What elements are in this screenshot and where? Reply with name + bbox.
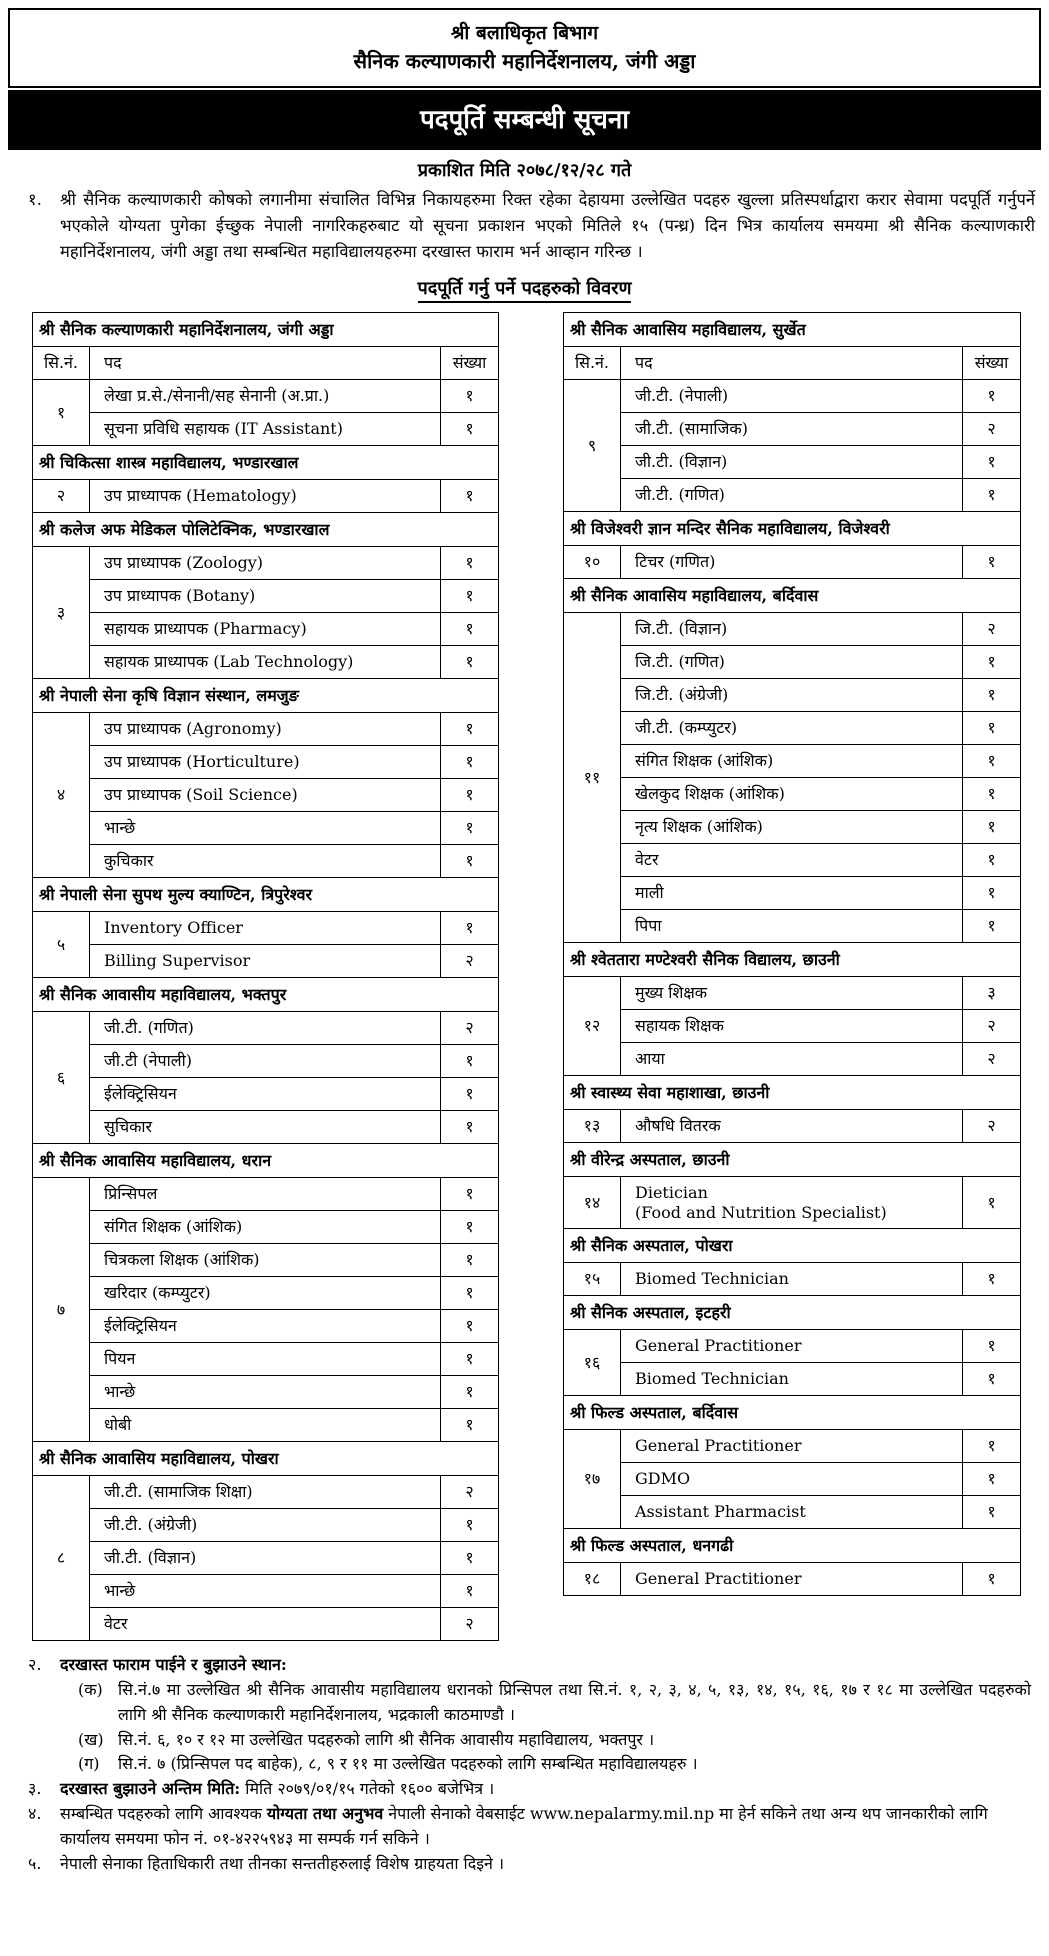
- post-name: जी.टी. (विज्ञान): [90, 1542, 441, 1575]
- table-row: [564, 977, 1021, 1010]
- post-name: उप प्राध्यापक (Horticulture): [90, 746, 441, 779]
- post-name: Biomed Technician: [621, 1363, 963, 1396]
- item-heading: दरखास्त फाराम पाईने र बुझाउने स्थान:: [60, 1655, 287, 1675]
- table-row: [33, 812, 499, 845]
- table-row: [33, 1509, 499, 1542]
- table-row: [33, 1211, 499, 1244]
- table-row: [564, 1430, 1021, 1463]
- published-date: प्रकाशित मिति २०७८/१२/२८ गते: [417, 160, 632, 181]
- table-row: [564, 1177, 1021, 1229]
- table-row: [564, 1463, 1021, 1496]
- section-row: [33, 878, 499, 912]
- table-row: [33, 1111, 499, 1144]
- post-name: उप प्राध्यापक (Agronomy): [90, 713, 441, 746]
- table-row: [564, 1010, 1021, 1043]
- post-count: १: [441, 1078, 499, 1111]
- post-name: कुचिकार: [90, 845, 441, 878]
- post-name: भान्छे: [90, 1575, 441, 1608]
- post-name: चित्रकला शिक्षक (आंशिक): [90, 1244, 441, 1277]
- post-name: जि.टी. (गणित): [621, 646, 963, 679]
- section-row: [33, 513, 499, 547]
- section-title: श्री फिल्ड अस्पताल, बर्दिवास: [564, 1396, 1021, 1430]
- left-vacancy-table: [32, 312, 499, 1641]
- item-heading: दरखास्त बुझाउने अन्तिम मिति:: [60, 1779, 241, 1799]
- section-row: [564, 1143, 1021, 1177]
- post-name: नृत्य शिक्षक (आंशिक): [621, 811, 963, 844]
- table-row: [564, 479, 1021, 512]
- post-count: २: [441, 1608, 499, 1641]
- post-count: २: [963, 613, 1021, 646]
- intro-paragraph: [8, 187, 1041, 266]
- serial-number: ११: [564, 613, 621, 943]
- col-header-sn: सि.नं.: [33, 347, 90, 380]
- table-row: [33, 480, 499, 513]
- post-name: जी.टी. (विज्ञान): [621, 446, 963, 479]
- footer-item: [8, 1852, 1041, 1877]
- sub-item-text: सि.नं.७ मा उल्लेखित श्री सैनिक आवासीय महाविद्यालय धरानको प्रिन्सिपल तथा सि.नं. १, २, ३, ४, ५, १३, १४, १५, १६, १७ र १८ मा उल्लेखित पदहरुको लागि श्री सैनिक कल्याणकारी महानिर्देशनालय, भद्रकाली काठमाण्डौ ।: [118, 1679, 1031, 1724]
- table-title: पदपूर्ति गर्नु पर्ने पदहरुको विवरण: [418, 278, 632, 303]
- table-row: [33, 1078, 499, 1111]
- section-title: श्री सैनिक आवासिय महाविद्यालय, धरान: [33, 1144, 499, 1178]
- post-count: १: [963, 546, 1021, 579]
- table-row: [33, 1376, 499, 1409]
- post-count: १: [441, 613, 499, 646]
- table-row: [33, 779, 499, 812]
- post-count: १: [963, 1263, 1021, 1296]
- table-row: [564, 1363, 1021, 1396]
- post-name: पिपा: [621, 910, 963, 943]
- header-row: [564, 347, 1021, 380]
- table-row: [33, 945, 499, 978]
- serial-number: १: [33, 380, 90, 446]
- post-count: १: [963, 1563, 1021, 1596]
- post-count: १: [441, 812, 499, 845]
- post-name: वेटर: [621, 844, 963, 877]
- item-number: ३.: [28, 1779, 42, 1799]
- post-count: १: [441, 1542, 499, 1575]
- section-row: [564, 943, 1021, 977]
- post-name: पियन: [90, 1343, 441, 1376]
- post-name: वेटर: [90, 1608, 441, 1641]
- table-row: [33, 1476, 499, 1509]
- post-name: धोबी: [90, 1409, 441, 1442]
- post-name: लेखा प्र.से./सेनानी/सह सेनानी (अ.प्रा.): [90, 380, 441, 413]
- post-count: १: [441, 547, 499, 580]
- table-row: [33, 845, 499, 878]
- post-name: उप प्राध्यापक (Botany): [90, 580, 441, 613]
- col-header-qty: संख्या: [963, 347, 1021, 380]
- table-row: [564, 1043, 1021, 1076]
- post-count: १: [963, 380, 1021, 413]
- section-title: श्री विजेश्वरी ज्ञान मन्दिर सैनिक महाविद्यालय, विजेश्वरी: [564, 512, 1021, 546]
- table-row: [564, 446, 1021, 479]
- post-count: १: [441, 1575, 499, 1608]
- table-row: [564, 1496, 1021, 1529]
- serial-number: १८: [564, 1563, 621, 1596]
- table-row: [33, 580, 499, 613]
- table-row: [564, 844, 1021, 877]
- post-name: Assistant Pharmacist: [621, 1496, 963, 1529]
- post-name: जी.टी. (कम्प्युटर): [621, 712, 963, 745]
- directorate-name: सैनिक कल्याणकारी महानिर्देशनालय, जंगी अड्डा: [353, 49, 696, 74]
- post-name: जी.टी. (गणित): [621, 479, 963, 512]
- post-name: संगित शिक्षक (आंशिक): [621, 745, 963, 778]
- post-name: माली: [621, 877, 963, 910]
- table-row: [33, 1608, 499, 1641]
- table-row: [564, 546, 1021, 579]
- section-row: [33, 446, 499, 480]
- serial-number: ४: [33, 713, 90, 878]
- header-box: [8, 8, 1041, 88]
- sub-item-text: सि.नं. ६, १० र १२ मा उल्लेखित पदहरुको लागि श्री सैनिक आवासीय महाविद्यालय, भक्तपुर ।: [118, 1729, 655, 1749]
- left-column: [32, 312, 499, 1641]
- table-row: [564, 877, 1021, 910]
- post-name: टिचर (गणित): [621, 546, 963, 579]
- section-row: [564, 1396, 1021, 1430]
- table-row: [564, 1263, 1021, 1296]
- serial-number: १६: [564, 1330, 621, 1396]
- col-header-post: पद: [90, 347, 441, 380]
- post-count: १: [441, 646, 499, 679]
- header-row: [33, 347, 499, 380]
- intro-number: १.: [28, 189, 42, 209]
- post-count: २: [441, 945, 499, 978]
- post-count: २: [441, 1012, 499, 1045]
- serial-number: ३: [33, 547, 90, 679]
- post-count: १: [963, 1496, 1021, 1529]
- post-name: सुचिकार: [90, 1111, 441, 1144]
- post-name: भान्छे: [90, 1376, 441, 1409]
- section-title: श्री कलेज अफ मेडिकल पोलिटेक्निक, भण्डारखाल: [33, 513, 499, 547]
- sub-item-label: (ख): [78, 1729, 104, 1749]
- post-count: १: [441, 713, 499, 746]
- post-name: उप प्राध्यापक (Hematology): [90, 480, 441, 513]
- post-name: Billing Supervisor: [90, 945, 441, 978]
- post-name: सूचना प्रविधि सहायक (IT Assistant): [90, 413, 441, 446]
- post-count: २: [441, 1476, 499, 1509]
- post-name: भान्छे: [90, 812, 441, 845]
- col-header-post: पद: [621, 347, 963, 380]
- post-name: सहायक शिक्षक: [621, 1010, 963, 1043]
- section-title: श्री वीरेन्द्र अस्पताल, छाउनी: [564, 1143, 1021, 1177]
- serial-number: १०: [564, 546, 621, 579]
- post-count: १: [441, 1509, 499, 1542]
- post-name: General Practitioner: [621, 1563, 963, 1596]
- table-row: [33, 380, 499, 413]
- sub-item-label: (ग): [78, 1754, 100, 1774]
- footer-item: [8, 1777, 1041, 1802]
- post-count: १: [963, 646, 1021, 679]
- post-name: प्रिन्सिपल: [90, 1178, 441, 1211]
- notice-footer: [8, 1653, 1041, 1876]
- post-name: General Practitioner: [621, 1430, 963, 1463]
- post-name: उप प्राध्यापक (Zoology): [90, 547, 441, 580]
- section-title: श्री चिकित्सा शास्त्र महाविद्यालय, भण्डारखाल: [33, 446, 499, 480]
- post-name: आया: [621, 1043, 963, 1076]
- right-column: [563, 312, 1021, 1641]
- table-row: [564, 1563, 1021, 1596]
- section-row: [564, 313, 1021, 347]
- post-name: ईलेक्ट्रिसियन: [90, 1078, 441, 1111]
- serial-number: ७: [33, 1178, 90, 1442]
- post-count: १: [441, 1310, 499, 1343]
- table-row: [33, 1045, 499, 1078]
- item-number: ४.: [28, 1803, 42, 1823]
- section-title: श्री सैनिक अस्पताल, इटहरी: [564, 1296, 1021, 1330]
- post-name: मुख्य शिक्षक: [621, 977, 963, 1010]
- post-name-line1: Dietician: [635, 1182, 708, 1202]
- item-number: ५.: [28, 1853, 42, 1873]
- section-row: [564, 1296, 1021, 1330]
- post-name: ईलेक्ट्रिसियन: [90, 1310, 441, 1343]
- section-title: श्री सैनिक आवासिय महाविद्यालय, पोखरा: [33, 1442, 499, 1476]
- section-title: श्री नेपाली सेना सुपथ मुल्य क्याण्टिन, त्रिपुरेश्वर: [33, 878, 499, 912]
- sub-item: [8, 1678, 1041, 1728]
- post-count: १: [441, 1277, 499, 1310]
- serial-number: ८: [33, 1476, 90, 1641]
- item-number: २.: [28, 1655, 42, 1675]
- post-name: जी.टी. (अंग्रेजी): [90, 1509, 441, 1542]
- table-row: [33, 547, 499, 580]
- post-count: १: [441, 380, 499, 413]
- post-count: १: [963, 1330, 1021, 1363]
- post-count: १: [441, 1244, 499, 1277]
- footer-item: [8, 1802, 1041, 1852]
- table-row: [564, 679, 1021, 712]
- post-name: खरिदार (कम्प्युटर): [90, 1277, 441, 1310]
- post-count: १: [963, 910, 1021, 943]
- table-row: [33, 1343, 499, 1376]
- post-name: General Practitioner: [621, 1330, 963, 1363]
- table-heading: [8, 278, 1041, 301]
- post-count: १: [963, 1177, 1021, 1229]
- sub-item: [8, 1752, 1041, 1777]
- post-name: जी.टी. (सामाजिक): [621, 413, 963, 446]
- post-count: १: [441, 1045, 499, 1078]
- post-name: खेलकुद शिक्षक (आंशिक): [621, 778, 963, 811]
- table-row: [564, 646, 1021, 679]
- table-row: [33, 746, 499, 779]
- post-count: १: [441, 1211, 499, 1244]
- section-title: श्री सैनिक आवासिय महाविद्यालय, बर्दिवास: [564, 579, 1021, 613]
- serial-number: १३: [564, 1110, 621, 1143]
- table-row: [564, 811, 1021, 844]
- table-row: [564, 613, 1021, 646]
- table-row: [33, 1277, 499, 1310]
- post-count: १: [963, 479, 1021, 512]
- section-row: [564, 579, 1021, 613]
- section-row: [33, 1442, 499, 1476]
- table-row: [33, 1575, 499, 1608]
- post-name: GDMO: [621, 1463, 963, 1496]
- section-row: [564, 1229, 1021, 1263]
- post-count: १: [441, 413, 499, 446]
- intro-text: श्री सैनिक कल्याणकारी कोषको लगानीमा संचालित विभिन्न निकायहरुमा रिक्त रहेका देहायमा उल्लेखित पदहरु खुल्ला प्रतिस्पर्धाद्वारा करार सेवामा पदपूर्ति गर्नुपर्ने भएकोले योग्यता पुगेका ईच्छुक नेपाली नागरिकहरुबाट यो सूचना प्रकाशन भएको मितिले १५ (पन्ध्र) दिन भित्र कार्यालय समयमा श्री सैनिक कल्याणकारी महानिर्देशनालय, जंगी अड्डा तथा सम्बन्धित महाविद्यालयहरुमा दरखास्त फाराम भर्न आव्हान गरिन्छ ।: [60, 189, 1035, 262]
- section-row: [33, 679, 499, 713]
- post-count: १: [963, 844, 1021, 877]
- post-count: १: [963, 745, 1021, 778]
- post-count: १: [963, 1430, 1021, 1463]
- post-count: १: [441, 480, 499, 513]
- post-name: सहायक प्राध्यापक (Lab Technology): [90, 646, 441, 679]
- post-name: जी.टी. (सामाजिक शिक्षा): [90, 1476, 441, 1509]
- section-title: श्री सैनिक आवासीय महाविद्यालय, भक्तपुर: [33, 978, 499, 1012]
- table-row: [33, 1409, 499, 1442]
- table-row: [33, 1542, 499, 1575]
- post-name: Inventory Officer: [90, 912, 441, 945]
- table-row: [564, 745, 1021, 778]
- serial-number: ९: [564, 380, 621, 512]
- table-row: [33, 1244, 499, 1277]
- post-name: औषधि वितरक: [621, 1110, 963, 1143]
- post-name: Biomed Technician: [621, 1263, 963, 1296]
- item-text: नेपाली सेनाका हिताधिकारी तथा तीनका सन्ततीहरुलाई विशेष ग्राहयता दिइने ।: [60, 1853, 505, 1873]
- post-count: १: [441, 1343, 499, 1376]
- section-title: श्री स्वास्थ्य सेवा महाशाखा, छाउनी: [564, 1076, 1021, 1110]
- table-row: [564, 380, 1021, 413]
- post-name: जि.टी. (विज्ञान): [621, 613, 963, 646]
- post-count: १: [963, 811, 1021, 844]
- section-title: श्री सैनिक कल्याणकारी महानिर्देशनालय, जंगी अड्डा: [33, 313, 499, 347]
- serial-number: १४: [564, 1177, 621, 1229]
- post-count: १: [963, 1363, 1021, 1396]
- post-count: १: [441, 845, 499, 878]
- section-row: [33, 313, 499, 347]
- post-count: ३: [963, 977, 1021, 1010]
- serial-number: १२: [564, 977, 621, 1076]
- section-row: [33, 1144, 499, 1178]
- post-name: सहायक प्राध्यापक (Pharmacy): [90, 613, 441, 646]
- table-row: [33, 413, 499, 446]
- post-count: १: [441, 746, 499, 779]
- notice-title: पदपूर्ति सम्बन्धी सूचना: [8, 90, 1041, 150]
- table-row: [564, 413, 1021, 446]
- post-count: २: [963, 1010, 1021, 1043]
- section-row: [564, 1529, 1021, 1563]
- col-header-sn: सि.नं.: [564, 347, 621, 380]
- post-count: १: [441, 1111, 499, 1144]
- post-name-line2: (Food and Nutrition Specialist): [635, 1202, 887, 1222]
- post-count: २: [963, 1110, 1021, 1143]
- post-count: १: [441, 580, 499, 613]
- post-count: १: [441, 1376, 499, 1409]
- table-row: [33, 912, 499, 945]
- post-count: १: [963, 1463, 1021, 1496]
- department-name: श्री बलाधिकृत बिभाग: [450, 21, 599, 44]
- table-row: [564, 778, 1021, 811]
- serial-number: १७: [564, 1430, 621, 1529]
- item-text: नेपाली सेनाको वेबसाईट www.nepalarmy.mil.np मा हेर्न सकिने तथा अन्य थप जानकारीको लागि कार्यालय समयमा फोन नं. ०१-४२२५९४३ मा सम्पर्क गर्न सकिने ।: [60, 1803, 988, 1848]
- section-title: श्री सैनिक अस्पताल, पोखरा: [564, 1229, 1021, 1263]
- table-row: [564, 712, 1021, 745]
- table-row: [33, 1012, 499, 1045]
- col-header-qty: संख्या: [441, 347, 499, 380]
- post-count: २: [963, 413, 1021, 446]
- post-name: जी.टी (नेपाली): [90, 1045, 441, 1078]
- post-name: जी.टी. (गणित): [90, 1012, 441, 1045]
- item-text: सम्बन्धित पदहरुको लागि आवश्यक: [60, 1803, 267, 1823]
- post-count: १: [441, 1178, 499, 1211]
- table-row: [564, 910, 1021, 943]
- post-name: जि.टी. (अंग्रेजी): [621, 679, 963, 712]
- post-count: १: [963, 877, 1021, 910]
- table-row: [33, 613, 499, 646]
- section-title: श्री फिल्ड अस्पताल, धनगढी: [564, 1529, 1021, 1563]
- footer-item: [8, 1653, 1041, 1678]
- post-name: [621, 1177, 963, 1229]
- post-name: संगित शिक्षक (आंशिक): [90, 1211, 441, 1244]
- sub-item: [8, 1728, 1041, 1753]
- serial-number: १५: [564, 1263, 621, 1296]
- section-row: [33, 978, 499, 1012]
- post-name: जी.टी. (नेपाली): [621, 380, 963, 413]
- post-count: १: [963, 712, 1021, 745]
- serial-number: ५: [33, 912, 90, 978]
- section-title: श्री नेपाली सेना कृषि विज्ञान संस्थान, लमजुङ: [33, 679, 499, 713]
- table-row: [33, 1310, 499, 1343]
- post-count: १: [441, 912, 499, 945]
- sub-item-label: (क): [78, 1679, 103, 1699]
- section-row: [564, 1076, 1021, 1110]
- serial-number: ६: [33, 1012, 90, 1144]
- serial-number: २: [33, 480, 90, 513]
- post-count: २: [963, 1043, 1021, 1076]
- section-row: [564, 512, 1021, 546]
- table-row: [33, 713, 499, 746]
- post-name: उप प्राध्यापक (Soil Science): [90, 779, 441, 812]
- section-title: श्री श्वेततारा मण्टेश्वरी सैनिक विद्यालय, छाउनी: [564, 943, 1021, 977]
- post-count: १: [963, 778, 1021, 811]
- post-count: १: [963, 446, 1021, 479]
- table-row: [33, 1178, 499, 1211]
- table-row: [33, 646, 499, 679]
- item-emphasis: योग्यता तथा अनुभव: [266, 1803, 384, 1823]
- post-count: १: [963, 679, 1021, 712]
- post-count: १: [441, 1409, 499, 1442]
- table-row: [564, 1330, 1021, 1363]
- post-count: १: [441, 779, 499, 812]
- section-title: श्री सैनिक आवासिय महाविद्यालय, सुर्खेत: [564, 313, 1021, 347]
- right-vacancy-table: [563, 312, 1021, 1596]
- table-row: [564, 1110, 1021, 1143]
- item-text: मिति २०७९/०१/१५ गतेको १६०० बजेभित्र ।: [240, 1779, 495, 1799]
- sub-item-text: सि.नं. ७ (प्रिन्सिपल पद बाहेक), ८, ९ र ११ मा उल्लेखित पदहरुको लागि सम्बन्धित महाविद्यालयहरु ।: [118, 1754, 698, 1774]
- vacancy-tables: [8, 312, 1041, 1641]
